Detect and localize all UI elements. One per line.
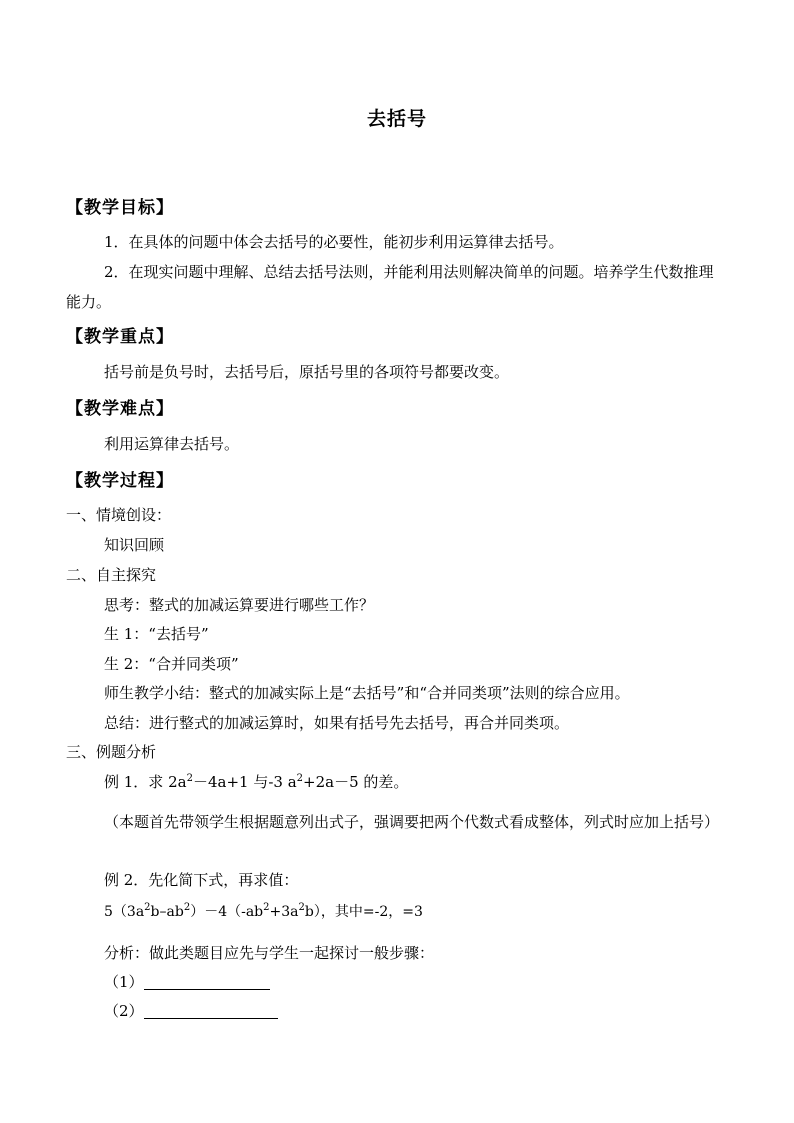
objective-item-2: 2．在现实问题中理解、总结去括号法则，并能利用法则解决简单的问题。培养学生代数推理能力。 <box>66 263 714 311</box>
part2-student-1: 生 1：“去括号” <box>104 625 209 643</box>
example-2-expression: $5(3a^2b-ab^2)-4(-ab^2+3a^2b)$，其中=-2，=3 <box>104 902 423 920</box>
step-1: （1） <box>104 972 270 992</box>
step-2-blank <box>144 1003 278 1019</box>
section-heading-process: 【教学过程】 <box>66 471 174 491</box>
part2-student-2: 生 2：“合并同类项” <box>104 655 239 673</box>
key-point-text: 括号前是负号时，去括号后，原括号里的各项符号都要改变。 <box>104 363 510 381</box>
part2-title: 二、自主探究 <box>66 566 157 584</box>
example-1: 例 1．求 $2a^2-4a+1$ 与-3 $a^2+2a-5$ 的差。 <box>104 773 409 791</box>
step-2: （2） <box>104 1001 278 1021</box>
objective-item-1: 1．在具体的问题中体会去括号的必要性，能初步利用运算律去括号。 <box>104 233 564 251</box>
part3-title: 三、例题分析 <box>66 743 157 761</box>
page-title: 去括号 <box>366 108 427 130</box>
part2-summary-1: 师生教学小结：整式的加减实际上是“去括号”和“合并同类项”法则的综合应用。 <box>104 684 630 702</box>
example-1-note: （本题首先带领学生根据题意列出式子，强调要把两个代数式看成整体，列式时应加上括号） <box>104 813 720 831</box>
section-heading-objectives: 【教学目标】 <box>66 198 174 218</box>
part2-think: 思考：整式的加减运算要进行哪些工作？ <box>104 596 375 614</box>
section-heading-key-points: 【教学重点】 <box>66 327 174 347</box>
difficulty-text: 利用运算律去括号。 <box>104 435 240 453</box>
section-heading-difficulties: 【教学难点】 <box>66 399 174 419</box>
part1-title: 一、情境创设： <box>66 506 172 524</box>
analysis-text: 分析：做此类题目应先与学生一起探讨一般步骤： <box>104 944 435 962</box>
step-1-blank <box>144 974 270 990</box>
part2-summary-2: 总结：进行整式的加减运算时，如果有括号先去括号，再合并同类项。 <box>104 714 570 732</box>
example-2-title: 例 2．先化简下式，再求值： <box>104 871 299 889</box>
part1-line: 知识回顾 <box>104 536 165 554</box>
